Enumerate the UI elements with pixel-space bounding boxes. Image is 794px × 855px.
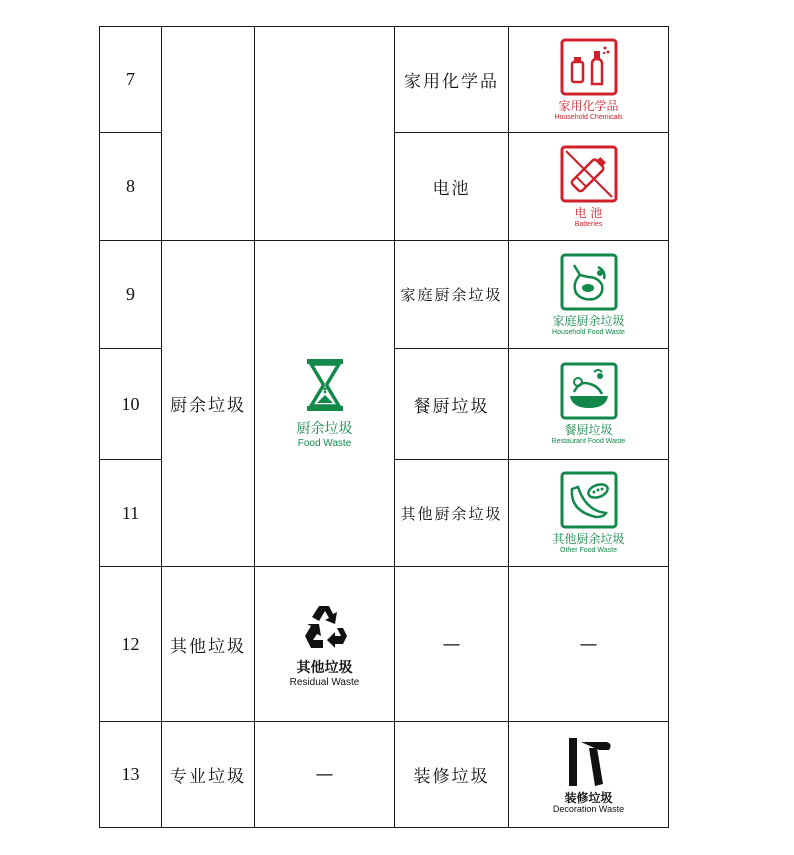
icon-caption-zh: 装修垃圾	[564, 790, 613, 805]
table-row	[100, 722, 669, 828]
category-sign-cell-food	[255, 241, 395, 567]
recycle-arrows-icon	[299, 600, 351, 652]
icon-caption-en: Other Food Waste	[560, 547, 617, 554]
sign-caption-en: Residual Waste	[289, 676, 360, 688]
subcategory-icon-cell	[509, 27, 669, 133]
icon-caption-zh: 家用化学品	[558, 98, 619, 113]
decoration-waste-icon	[563, 736, 615, 788]
sign-caption-zh: 厨余垃圾	[296, 421, 353, 437]
subcategory-label: 家庭厨余垃圾	[395, 241, 509, 349]
subcategory-label: 装修垃圾	[395, 722, 509, 828]
icon-caption-en: Batteries	[574, 220, 603, 228]
subcategory-icon-cell	[509, 241, 669, 349]
subcategory-icon-cell	[509, 722, 669, 828]
subcategory-label: 电池	[395, 133, 509, 241]
category-label-special: 专业垃圾	[162, 722, 255, 828]
icon-caption-zh: 餐厨垃圾	[564, 423, 613, 437]
waste-classification-table	[99, 26, 669, 828]
category-sign-cell-empty	[255, 27, 395, 241]
subcategory-label: 餐厨垃圾	[395, 349, 509, 460]
subcategory-label: 家用化学品	[395, 27, 509, 133]
table-row	[100, 27, 669, 133]
subcategory-label: —	[395, 567, 509, 722]
icon-caption-en: Household Chemicals	[554, 113, 623, 121]
category-sign-cell-residual	[255, 567, 395, 722]
row-number: 8	[100, 133, 162, 241]
category-label-residual: 其他垃圾	[162, 567, 255, 722]
row-number: 10	[100, 349, 162, 460]
table-row	[100, 241, 669, 349]
hourglass-icon	[303, 357, 347, 413]
restaurant-food-waste-icon	[560, 362, 618, 420]
icon-caption-zh: 其他厨余垃圾	[552, 532, 625, 546]
icon-caption-zh: 电 池	[574, 205, 603, 220]
category-cell-empty	[162, 27, 255, 241]
household-food-waste-icon	[560, 253, 618, 311]
category-sign-cell-special: —	[255, 722, 395, 828]
batteries-icon	[560, 145, 618, 203]
subcategory-icon-cell	[509, 460, 669, 567]
other-food-waste-icon	[560, 471, 618, 529]
subcategory-label: 其他厨余垃圾	[395, 460, 509, 567]
icon-caption-en: Decoration Waste	[552, 803, 625, 814]
table-row	[100, 567, 669, 722]
row-number: 7	[100, 27, 162, 133]
icon-caption-zh: 家庭厨余垃圾	[552, 313, 625, 328]
subcategory-icon-cell: —	[509, 567, 669, 722]
sign-caption-zh: 其他垃圾	[296, 659, 353, 676]
row-number: 12	[100, 567, 162, 722]
subcategory-icon-cell	[509, 133, 669, 241]
category-label-food: 厨余垃圾	[162, 241, 255, 567]
icon-caption-en: Restaurant Food Waste	[551, 438, 626, 445]
sign-caption-en: Food Waste	[297, 438, 352, 449]
row-number: 9	[100, 241, 162, 349]
household-chemicals-icon	[560, 38, 618, 96]
row-number: 13	[100, 722, 162, 828]
subcategory-icon-cell	[509, 349, 669, 460]
row-number: 11	[100, 460, 162, 567]
icon-caption-en: Household Food Waste	[552, 328, 625, 336]
